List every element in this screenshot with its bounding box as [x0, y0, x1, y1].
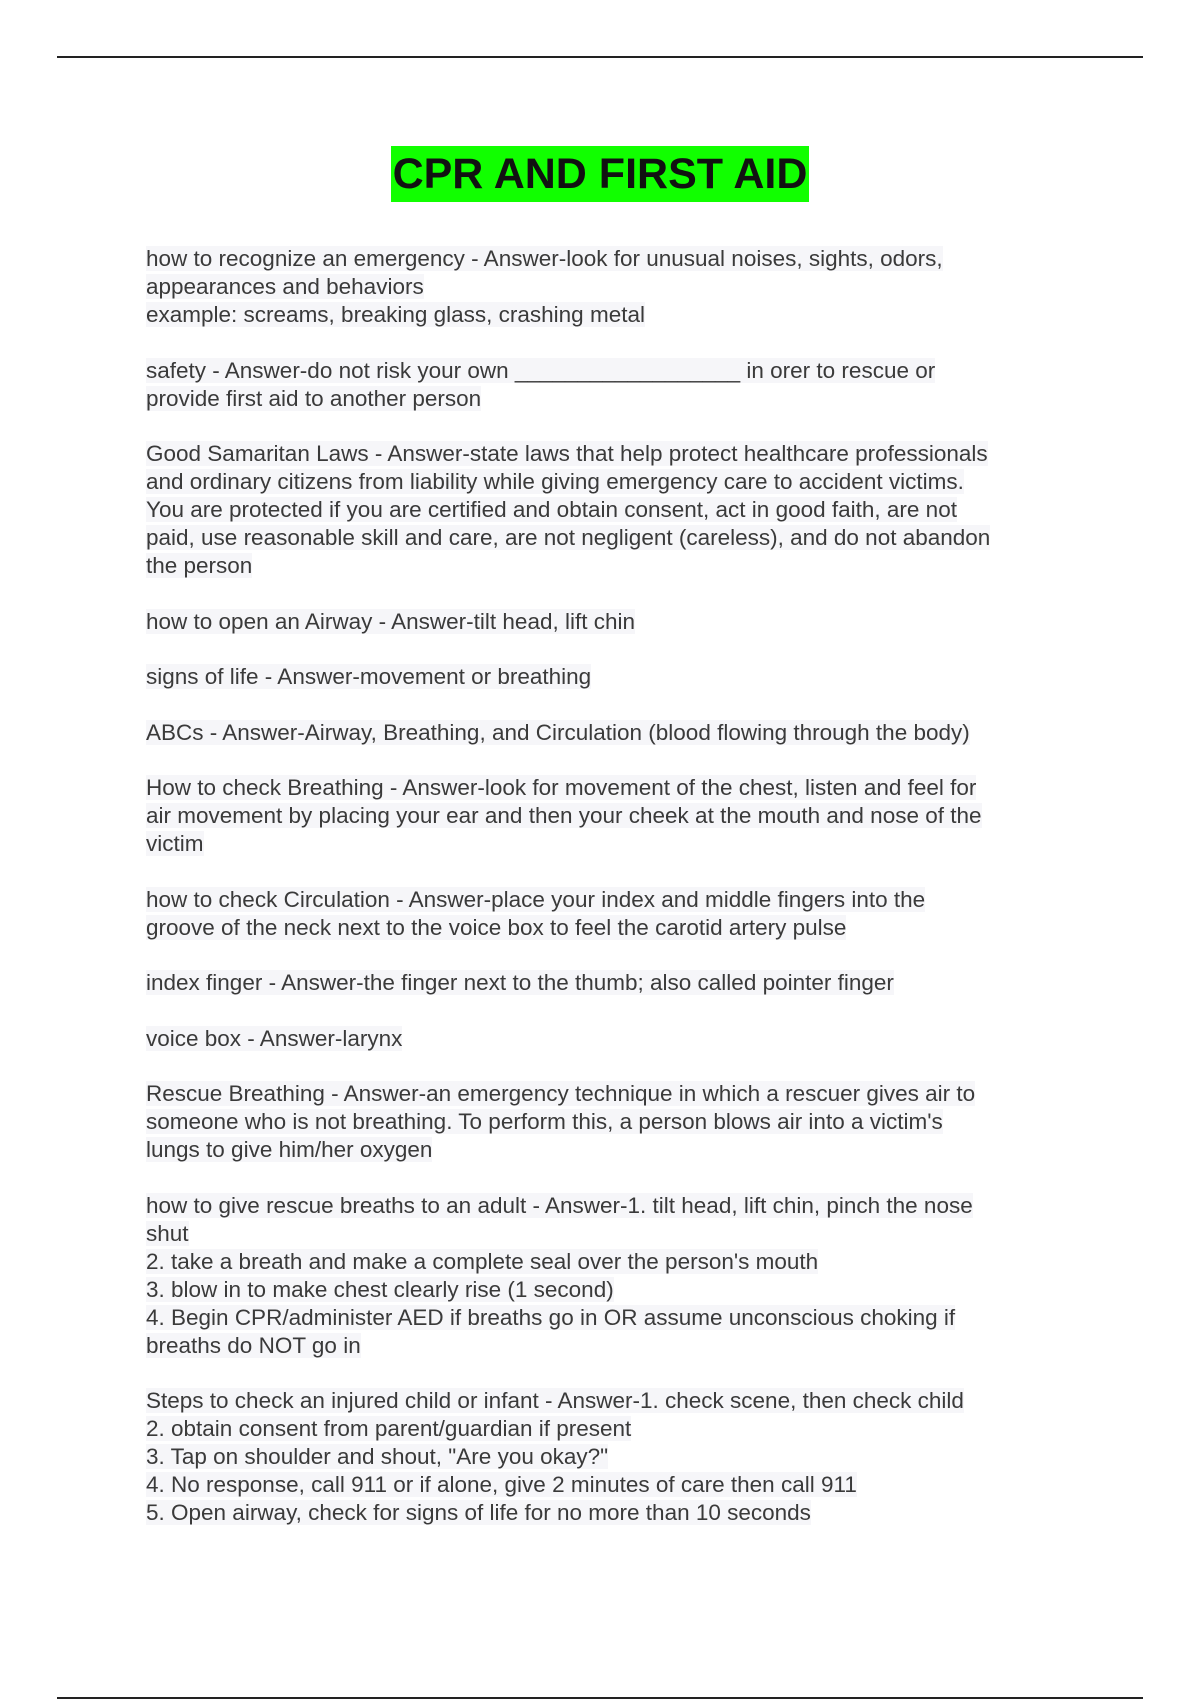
entry-line-text: 3. Tap on shoulder and shout, "Are you okay?"	[146, 1444, 609, 1469]
entry-line	[146, 914, 1066, 942]
flashcard-entry	[146, 1080, 1066, 1164]
entry-line	[146, 1276, 1066, 1304]
entry-line-text: provide first aid to another person	[146, 385, 482, 411]
entry-line-text: 4. No response, call 911 or if alone, give 2 minutes of care then call 911	[146, 1472, 857, 1497]
title-container	[0, 146, 1200, 202]
entry-line	[146, 663, 1066, 691]
entry-line-text: 2. obtain consent from parent/guardian if present	[146, 1416, 632, 1441]
entry-line-text: victim	[146, 831, 204, 856]
entry-line	[146, 719, 1066, 747]
entry-line-text: breaths do NOT go in	[146, 1332, 361, 1358]
entry-line	[146, 1471, 1066, 1499]
entry-line	[146, 1499, 1066, 1527]
entry-line	[146, 1248, 1066, 1276]
flashcard-entry	[146, 969, 1066, 997]
entry-line	[146, 1192, 1066, 1220]
flashcard-entry	[146, 1387, 1066, 1527]
entry-line	[146, 301, 1066, 329]
flashcard-entry	[146, 719, 1066, 747]
flashcard-entry	[146, 440, 1066, 580]
flashcard-entry	[146, 608, 1066, 636]
entry-line	[146, 1387, 1066, 1415]
entry-line	[146, 774, 1066, 802]
entry-line	[146, 385, 1066, 413]
entry-line-text: lungs to give him/her oxygen	[146, 1137, 433, 1162]
document-title: CPR AND FIRST AID	[391, 146, 810, 202]
entry-line	[146, 802, 1066, 830]
entry-line-text: 5. Open airway, check for signs of life for no more than 10 seconds	[146, 1500, 811, 1525]
entry-line-text: groove of the neck next to the voice box to feel the carotid artery pulse	[146, 914, 847, 940]
entry-line	[146, 552, 1066, 580]
flashcard-entry	[146, 663, 1066, 691]
entry-line-text: the person	[146, 553, 253, 578]
entry-line-text: How to check Breathing - Answer-look for movement of the chest, listen and feel for	[146, 775, 977, 800]
entry-line-text: You are protected if you are certified and obtain consent, act in good faith, are not	[146, 497, 957, 522]
entry-line	[146, 1304, 1066, 1332]
entry-line	[146, 1080, 1066, 1108]
entry-line-text: and ordinary citizens from liability while giving emergency care to accident victims.	[146, 469, 964, 494]
entry-line-text: 3. blow in to make chest clearly rise (1 second)	[146, 1276, 614, 1302]
entry-line-text: Rescue Breathing - Answer-an emergency technique in which a rescuer gives air to	[146, 1081, 976, 1106]
entry-line	[146, 1220, 1066, 1248]
entry-line-text: paid, use reasonable skill and care, are not negligent (careless), and do not abandon	[146, 525, 991, 550]
entry-line	[146, 608, 1066, 636]
entry-line	[146, 273, 1066, 301]
entry-line-text: 4. Begin CPR/administer AED if breaths go in OR assume unconscious choking if	[146, 1304, 956, 1330]
entry-line	[146, 1136, 1066, 1164]
flashcard-entry	[146, 1192, 1066, 1360]
entry-line	[146, 245, 1066, 273]
entry-line	[146, 830, 1066, 858]
entry-line-text: Good Samaritan Laws - Answer-state laws that help protect healthcare professionals	[146, 441, 988, 466]
entry-line-text: 2. take a breath and make a complete seal over the person's mouth	[146, 1248, 819, 1274]
entry-line-text: voice box - Answer-larynx	[146, 1025, 403, 1051]
entry-line-text: appearances and behaviors	[146, 274, 424, 299]
entry-line-text: how to check Circulation - Answer-place your index and middle fingers into the	[146, 886, 926, 912]
flashcard-entry	[146, 357, 1066, 413]
bottom-rule	[57, 1697, 1143, 1699]
entry-line	[146, 969, 1066, 997]
top-rule	[57, 56, 1143, 58]
entry-line	[146, 440, 1066, 468]
entry-line-text: Steps to check an injured child or infant - Answer-1. check scene, then check child	[146, 1388, 964, 1413]
entry-line-text: air movement by placing your ear and then your cheek at the mouth and nose of the	[146, 803, 982, 828]
entry-line	[146, 1025, 1066, 1053]
entry-line-text: how to recognize an emergency - Answer-look for unusual noises, sights, odors,	[146, 246, 943, 271]
flashcard-entry	[146, 886, 1066, 942]
entry-line-text: shut	[146, 1220, 189, 1246]
entry-line-text: how to open an Airway - Answer-tilt head, lift chin	[146, 608, 636, 634]
entry-line-text: safety - Answer-do not risk your own __________________ in orer to rescue or	[146, 357, 936, 383]
entry-line	[146, 357, 1066, 385]
entry-line-text: index finger - Answer-the finger next to the thumb; also called pointer finger	[146, 970, 894, 995]
entry-line	[146, 496, 1066, 524]
entry-line-text: how to give rescue breaths to an adult - Answer-1. tilt head, lift chin, pinch the nose	[146, 1192, 973, 1218]
entry-line	[146, 468, 1066, 496]
entry-line	[146, 1415, 1066, 1443]
entry-line	[146, 886, 1066, 914]
entry-line-text: example: screams, breaking glass, crashing metal	[146, 302, 645, 327]
entry-line	[146, 1443, 1066, 1471]
entry-line	[146, 524, 1066, 552]
flashcard-entry	[146, 245, 1066, 329]
flashcard-entry	[146, 774, 1066, 858]
flashcard-list	[146, 245, 1066, 1555]
entry-line	[146, 1108, 1066, 1136]
flashcard-entry	[146, 1025, 1066, 1053]
entry-line-text: ABCs - Answer-Airway, Breathing, and Circulation (blood flowing through the body)	[146, 719, 970, 745]
entry-line-text: someone who is not breathing. To perform this, a person blows air into a victim's	[146, 1109, 943, 1134]
entry-line	[146, 1332, 1066, 1360]
entry-line-text: signs of life - Answer-movement or breathing	[146, 664, 592, 689]
